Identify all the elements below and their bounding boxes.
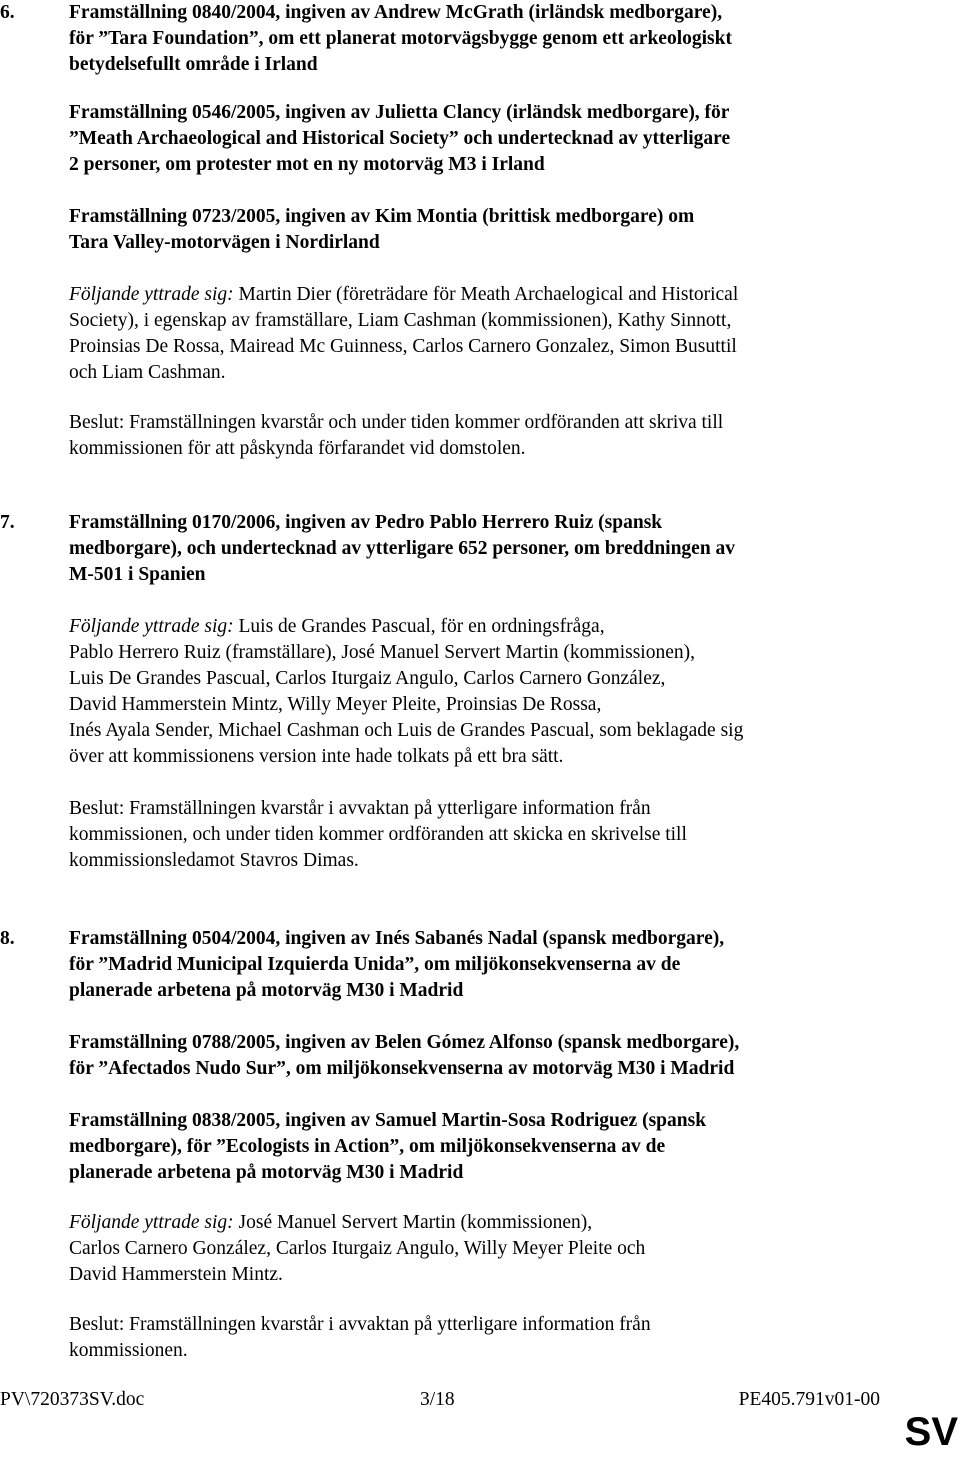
speakers-paragraph — [69, 614, 949, 770]
text-line: ”Meath Archaeological and Historical Society” och undertecknad av ytterligare — [69, 128, 731, 149]
text-line: Carlos Carnero González, Carlos Iturgaiz Angulo, Willy Meyer Pleite och — [69, 1238, 646, 1259]
text-line: Framställning 0723/2005, ingiven av Kim Montia (brittisk medborgare) om — [69, 206, 695, 227]
speakers-paragraph — [69, 1210, 949, 1288]
text-line: medborgare), för ”Ecologists in Action”, om miljökonsekvenserna av de — [69, 1136, 666, 1157]
speakers-label: Följande yttrade sig: — [69, 284, 234, 305]
petition-title — [69, 1108, 949, 1186]
text-line: kommissionen för att påskynda förfarandet vid domstolen. — [69, 438, 526, 459]
text-line: medborgare), och undertecknad av ytterligare 652 personer, om breddningen av — [69, 538, 736, 559]
footer-page-number: 3/18 — [420, 1389, 455, 1410]
text-line: : Framställningen kvarstår i avvaktan på ytterligare information från — [118, 798, 651, 819]
text-line: M-501 i Spanien — [69, 564, 206, 585]
text-line: Society), i egenskap av framställare, Liam Cashman (kommissionen), Kathy Sinnott, — [69, 310, 732, 331]
text-line: Luis De Grandes Pascual, Carlos Iturgaiz Angulo, Carlos Carnero González, — [69, 668, 666, 689]
text-line: Framställning 0504/2004, ingiven av Inés Sabanés Nadal (spansk medborgare), — [69, 928, 725, 949]
text-line: för ”Afectados Nudo Sur”, om miljökonsekvenserna av motorväg M30 i Madrid — [69, 1058, 735, 1079]
text-line: Inés Ayala Sender, Michael Cashman och Luis de Grandes Pascual, som beklagade sig — [69, 720, 744, 741]
decision-label: Beslut — [69, 412, 119, 433]
text-line: David Hammerstein Mintz, Willy Meyer Pleite, Proinsias De Rossa, — [69, 694, 602, 715]
petition-title — [69, 926, 949, 1004]
text-line: Framställning 0838/2005, ingiven av Samuel Martin-Sosa Rodriguez (spansk — [69, 1110, 707, 1131]
text-line: över att kommissionens version inte hade tolkats på ett bra sätt. — [69, 746, 564, 767]
petition-title — [69, 1030, 949, 1082]
speakers-label: Följande yttrade sig: — [69, 616, 234, 637]
decision-label: Beslut — [69, 798, 119, 819]
text-line: för ”Madrid Municipal Izquierda Unida”, om miljökonsekvenserna av de — [69, 954, 681, 975]
text-line: : Framställningen kvarstår och under tiden kommer ordföranden att skriva till — [118, 412, 724, 433]
language-tag: SV — [904, 1410, 958, 1454]
text-line: Pablo Herrero Ruiz (framställare), José Manuel Servert Martin (kommissionen), — [69, 642, 695, 663]
text-line: Framställning 0170/2006, ingiven av Pedro Pablo Herrero Ruiz (spansk — [69, 512, 663, 533]
speakers-label: Följande yttrade sig: — [69, 1212, 234, 1233]
text-line: Framställning 0788/2005, ingiven av Belen Gómez Alfonso (spansk medborgare), — [69, 1032, 740, 1053]
text-line: kommissionen, och under tiden kommer ordföranden att skicka en skrivelse till — [69, 824, 687, 845]
item-number: 7. — [0, 512, 15, 533]
petition-title — [69, 204, 949, 256]
decision-paragraph — [69, 796, 949, 874]
text-line: betydelsefullt område i Irland — [69, 54, 318, 75]
decision-paragraph — [69, 410, 949, 462]
text-line: José Manuel Servert Martin (kommissionen), — [233, 1212, 593, 1233]
text-line: Framställning 0840/2004, ingiven av Andrew McGrath (irländsk medborgare), — [69, 2, 723, 23]
text-line: Tara Valley-motorvägen i Nordirland — [69, 232, 380, 253]
decision-label: Beslut — [69, 1314, 119, 1335]
text-line: Luis de Grandes Pascual, för en ordningsfråga, — [233, 616, 605, 637]
petition-title — [69, 510, 949, 588]
petition-title — [69, 100, 949, 178]
item-number: 6. — [0, 2, 15, 23]
text-line: Proinsias De Rossa, Mairead Mc Guinness, Carlos Carnero Gonzalez, Simon Busuttil — [69, 336, 737, 357]
footer-document-code: PE405.791v01-00 — [738, 1389, 880, 1410]
text-line: för ”Tara Foundation”, om ett planerat motorvägsbygge genom ett arkeologiskt — [69, 28, 732, 49]
text-line: och Liam Cashman. — [69, 362, 226, 383]
petition-title — [69, 0, 949, 78]
text-line: kommissionsledamot Stavros Dimas. — [69, 850, 359, 871]
text-line: Framställning 0546/2005, ingiven av Julietta Clancy (irländsk medborgare), för — [69, 102, 730, 123]
text-line: planerade arbetena på motorväg M30 i Madrid — [69, 980, 464, 1001]
text-line: Martin Dier (företrädare för Meath Archaelogical and Historical — [233, 284, 739, 305]
speakers-paragraph — [69, 282, 949, 386]
footer-doc-ref: PV\720373SV.doc — [0, 1389, 145, 1410]
text-line: planerade arbetena på motorväg M30 i Madrid — [69, 1162, 464, 1183]
text-line: David Hammerstein Mintz. — [69, 1264, 283, 1285]
text-line: 2 personer, om protester mot en ny motorväg M3 i Irland — [69, 154, 545, 175]
item-number: 8. — [0, 928, 15, 949]
text-line: kommissionen. — [69, 1340, 188, 1361]
text-line: : Framställningen kvarstår i avvaktan på ytterligare information från — [118, 1314, 651, 1335]
decision-paragraph — [69, 1312, 949, 1364]
